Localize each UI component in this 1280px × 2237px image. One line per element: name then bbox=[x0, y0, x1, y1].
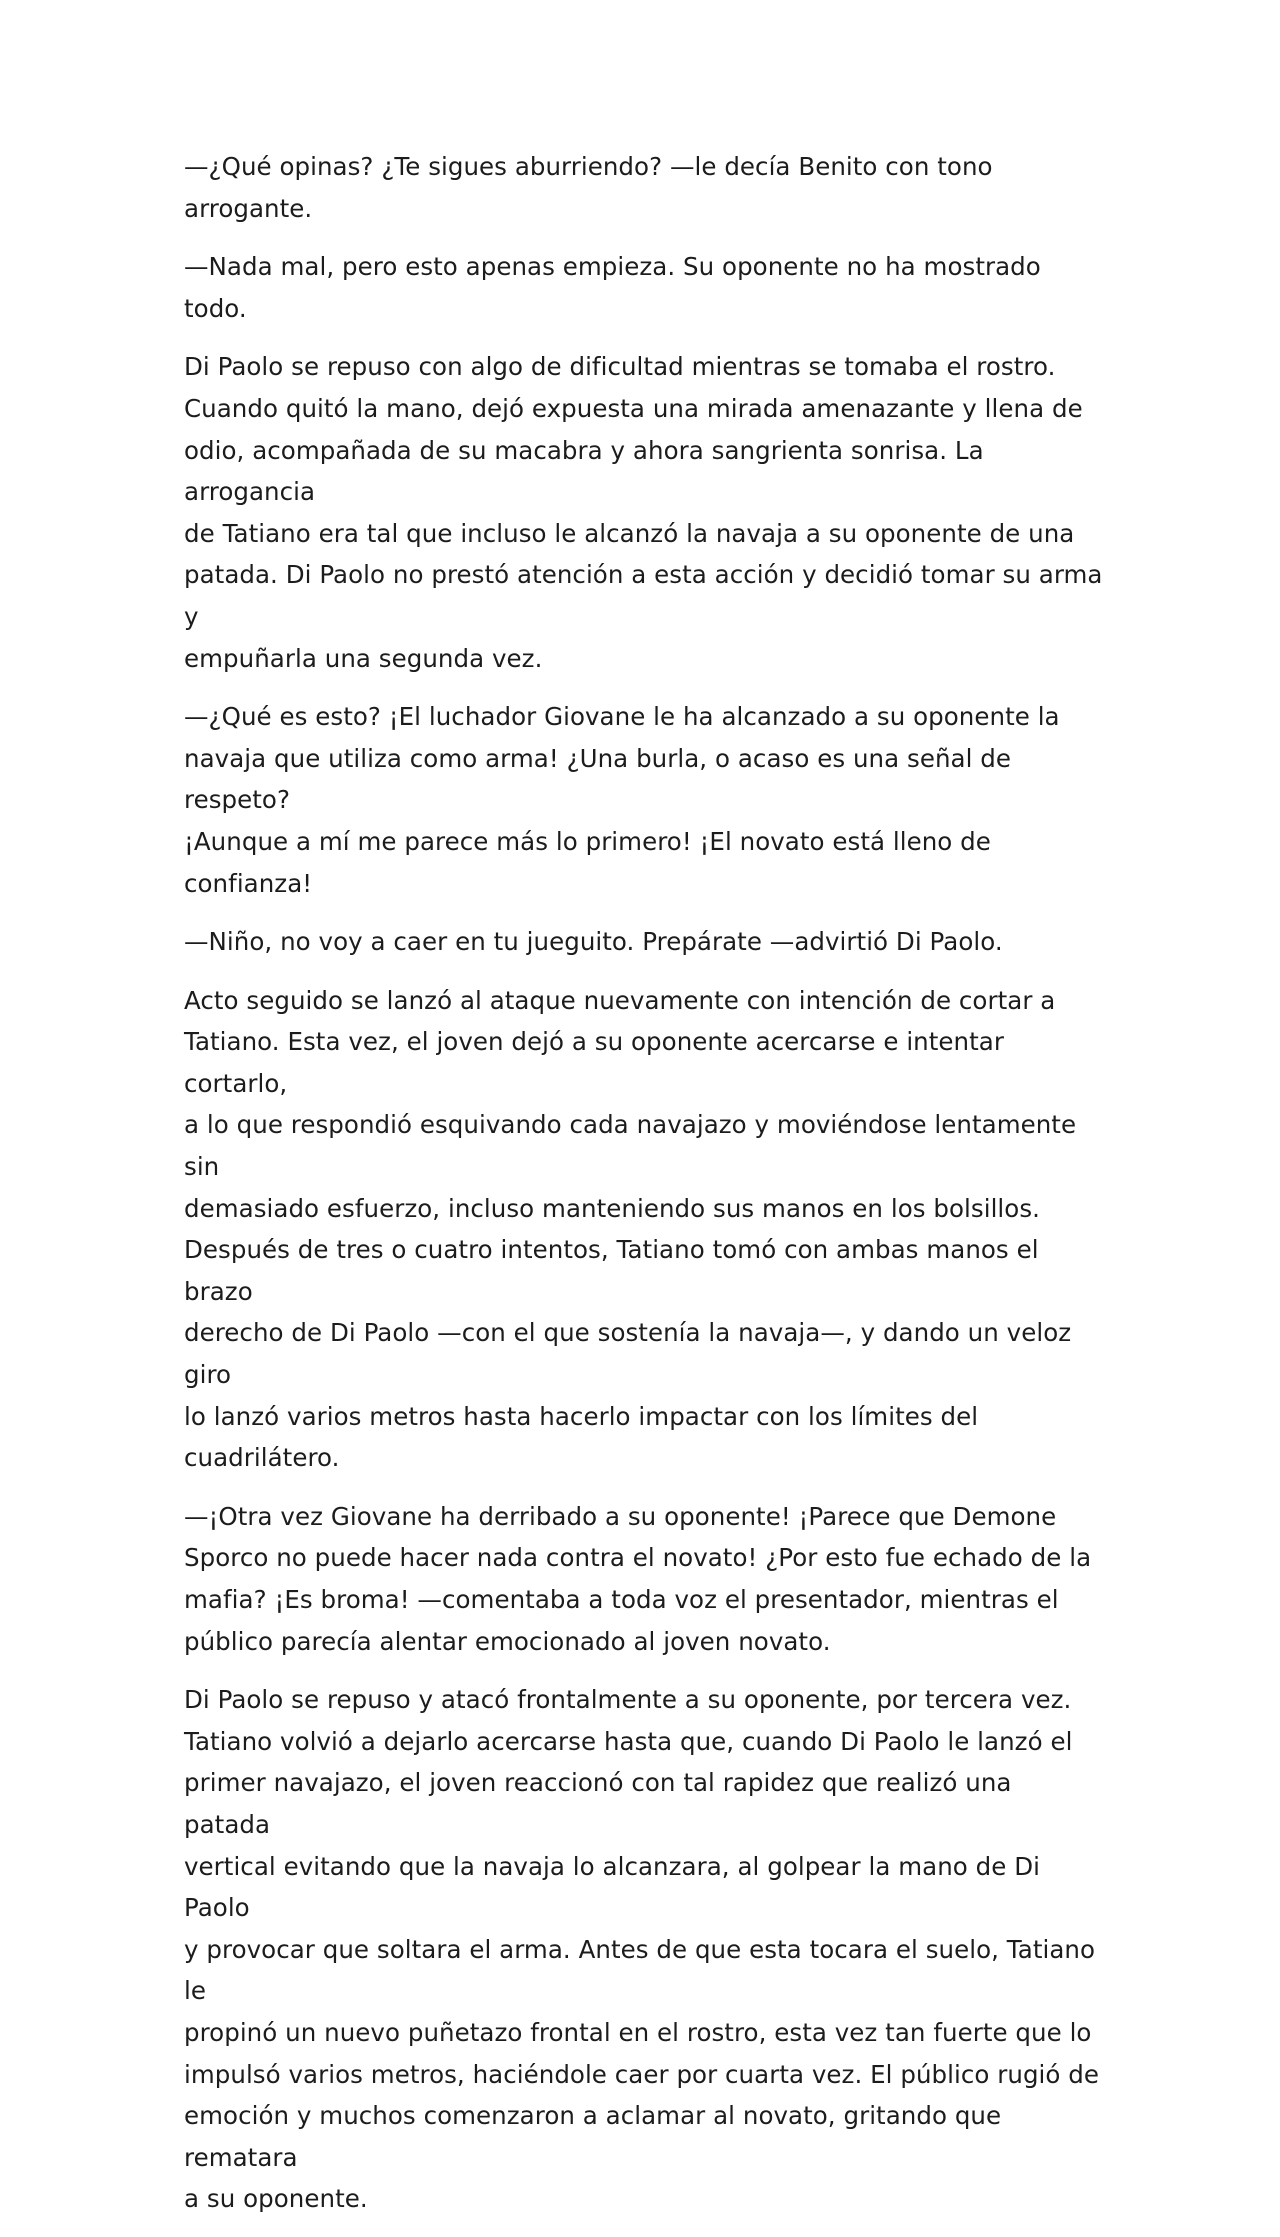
paragraph-6: Acto seguido se lanzó al ataque nuevamente con intención de cortar a Tatiano. Esta vez, el joven dejó a su oponente acercarse e intentar cortarlo, a lo que respondió esquivando cada navajazo y moviéndose lentamente sin demasiado esfuerzo, incluso manteniendo sus manos en los bolsillos. Después de tres o cuatro intentos, Tatiano tomó con ambas manos el brazo derecho de Di Paolo —con el que sostenía la navaja—, y dando un veloz giro lo lanzó varios metros hasta hacerlo impactar con los límites del cuadrilátero. bbox=[184, 985, 1077, 1473]
paragraph-2: —Nada mal, pero esto apenas empieza. Su oponente no ha mostrado todo. bbox=[184, 252, 1041, 323]
paragraph-4: —¿Qué es esto? ¡El luchador Giovane le ha alcanzado a su oponente la navaja que utiliza como arma! ¿Una burla, o acaso es una señal de respeto? ¡Aunque a mí me parece más lo primero! ¡El novato está lleno de confianza! bbox=[184, 702, 1060, 898]
paragraph-8: Di Paolo se repuso y atacó frontalmente a su oponente, por tercera vez. Tatiano volvió a dejarlo acercarse hasta que, cuando Di Paolo le lanzó el primer navajazo, el joven reaccionó con tal rapidez que realizó una patada vertical evitando que la navaja lo alcanzara, al golpear la mano de Di Paolo y provocar que soltara el arma. Antes de que esta tocara el suelo, Tatiano le propinó un nuevo puñetazo frontal en el rostro, esta vez tan fuerte que lo impulsó varios metros, haciéndole caer por cuarta vez. El público rugió de emoción y muchos comenzaron a aclamar al novato, gritando que rematara a su oponente. bbox=[184, 1685, 1100, 2214]
paragraph-7: —¡Otra vez Giovane ha derribado a su oponente! ¡Parece que Demone Sporco no puede hacer nada contra el novato! ¿Por esto fue echado de la mafia? ¡Es broma! —comentaba a toda voz el presentador, mientras el público parecía alentar emocionado al joven novato. bbox=[184, 1501, 1092, 1656]
paragraph-5: —Niño, no voy a caer en tu jueguito. Prepárate —advirtió Di Paolo. bbox=[184, 927, 1003, 957]
paragraph-1: —¿Qué opinas? ¿Te sigues aburriendo? —le decía Benito con tono arrogante. bbox=[184, 152, 993, 223]
paragraph-3: Di Paolo se repuso con algo de dificultad mientras se tomaba el rostro. Cuando quitó la mano, dejó expuesta una mirada amenazante y llena de odio, acompañada de su macabra y ahora sangrienta sonrisa. La arrogancia de Tatiano era tal que incluso le alcanzó la navaja a su oponente de una patada. Di Paolo no prestó atención a esta acción y decidió tomar su arma y empuñarla una segunda vez. bbox=[184, 352, 1103, 673]
text-column bbox=[184, 146, 1104, 2237]
